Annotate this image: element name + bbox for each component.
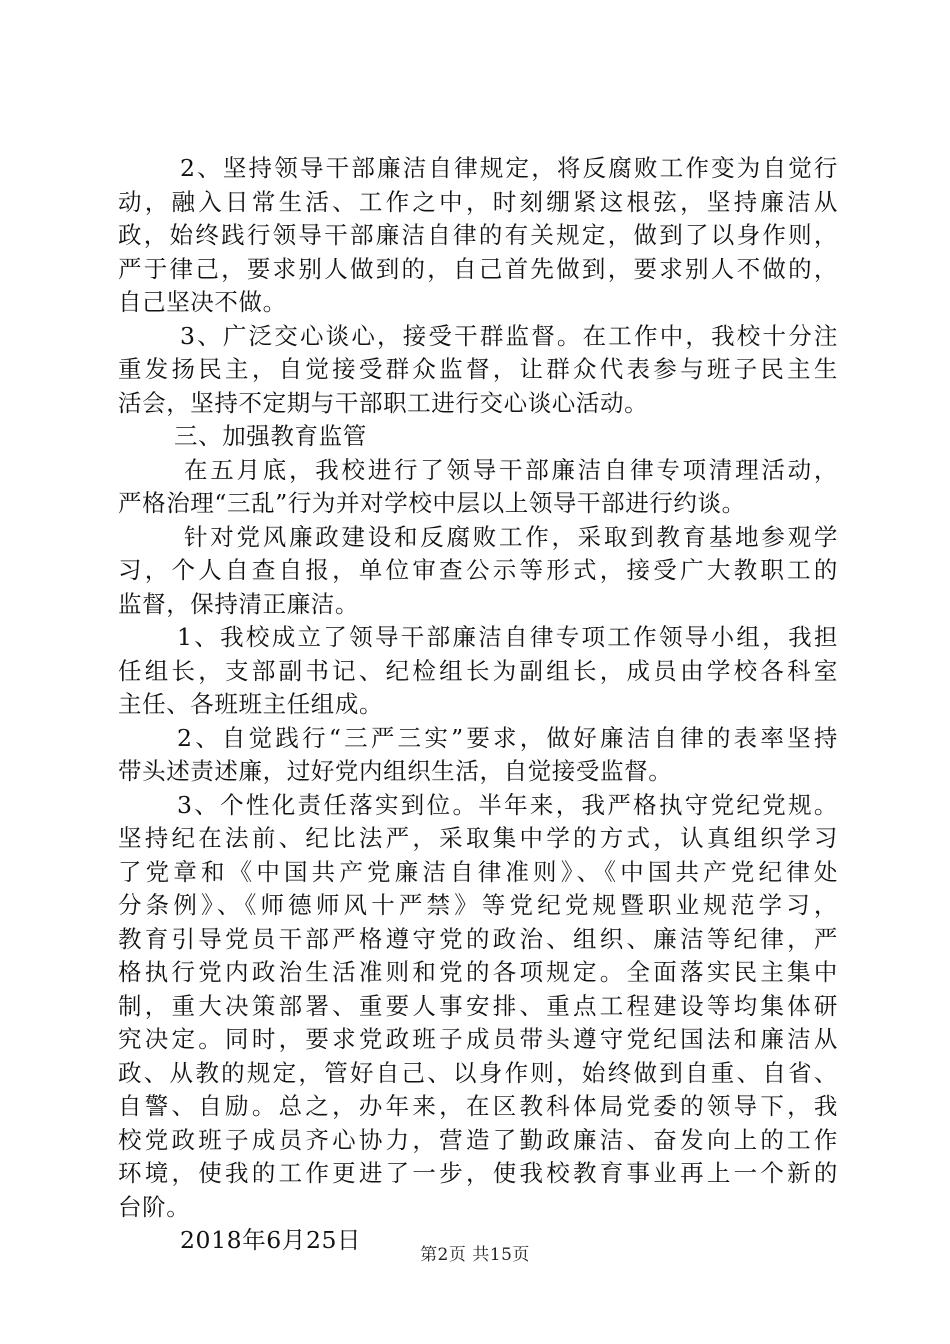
body-line: 分条例》、《师德师风十严禁》等党纪党规暨职业规范学习， [118,891,838,919]
body-line: 活会，坚持不定期与干部职工进行交心谈心活动。 [118,388,649,417]
body-line: 坚持纪在法前、纪比法严，采取集中学的方式，认真组织学习 [118,824,838,852]
body-line: 带头述责述廉，过好党内组织生活，自觉接受监督。 [118,757,673,785]
body-line: 习，个人自查自报，单位审查公示等形式，接受广大教职工的 [118,556,838,584]
body-line: 3、广泛交心谈心，接受干群监督。在工作中，我校十分注 [180,321,838,350]
body-line: 自己坚决不做。 [118,288,287,316]
body-line: 2、自觉践行“三严三实”要求，做好廉洁自律的表率坚持 [177,723,838,752]
body-line: 校党政班子成员齐心协力，营造了勤政廉洁、奋发向上的工作 [118,1125,838,1154]
body-line: 主任、各班班主任组成。 [118,690,384,718]
body-line: 2、坚持领导干部廉洁自律规定，将反腐败工作变为自觉行 [180,154,838,182]
body-line: 针对党风廉政建设和反腐败工作，采取到教育基地参观学 [184,522,838,551]
body-line: 严于律己，要求别人做到的，自己首先做到，要求别人不做的， [118,254,838,283]
body-line: 究决定。同时，要求党政班子成员带头遵守党纪国法和廉洁从 [118,1025,838,1053]
body-line: 重发扬民主，自觉接受群众监督，让群众代表参与班子民主生 [118,355,838,383]
body-line: 3、个性化责任落实到位。半年来，我严格执守党纪党规。 [177,790,838,819]
body-line: 在五月底，我校进行了领导干部廉洁自律专项清理活动， [184,455,838,484]
body-line: 了党章和《中国共产党廉洁自律准则》、《中国共产党纪律处 [118,857,838,886]
body-line: 1、我校成立了领导干部廉洁自律专项工作领导小组，我担 [177,623,838,651]
body-line: 严格治理“三乱”行为并对学校中层以上领导干部进行约谈。 [118,489,746,517]
body-line: 环境，使我的工作更进了一步，使我校教育事业再上一个新的 [118,1159,838,1187]
body-line: 监督，保持清正廉洁。 [118,589,359,618]
body-line: 动，融入日常生活、工作之中，时刻绷紧这根弦，坚持廉洁从 [118,187,838,216]
body-line: 制，重大决策部署、重要人事安排、重点工程建设等均集体研 [118,991,838,1020]
document-body [118,152,838,1258]
section-heading: 三、加强教育监管 [174,422,367,450]
body-line: 台阶。 [118,1192,191,1221]
page-number-footer: 第2页 共15页 [420,1245,530,1265]
body-line: 政，始终践行领导干部廉洁自律的有关规定，做到了以身作则， [118,221,838,249]
body-line: 政、从教的规定，管好自己、以身作则，始终做到自重、自省、 [118,1058,838,1087]
body-line: 教育引导党员干部严格遵守党的政治、组织、廉洁等纪律，严 [118,924,838,953]
body-line: 格执行党内政治生活准则和党的各项规定。全面落实民主集中 [118,958,838,986]
document-date: 2018年6月25日 [180,1226,362,1254]
body-line: 自警、自励。总之，办年来，在区教科体局党委的领导下，我 [118,1092,838,1120]
body-line: 任组长，支部副书记、纪检组长为副组长，成员由学校各科室 [118,656,838,685]
